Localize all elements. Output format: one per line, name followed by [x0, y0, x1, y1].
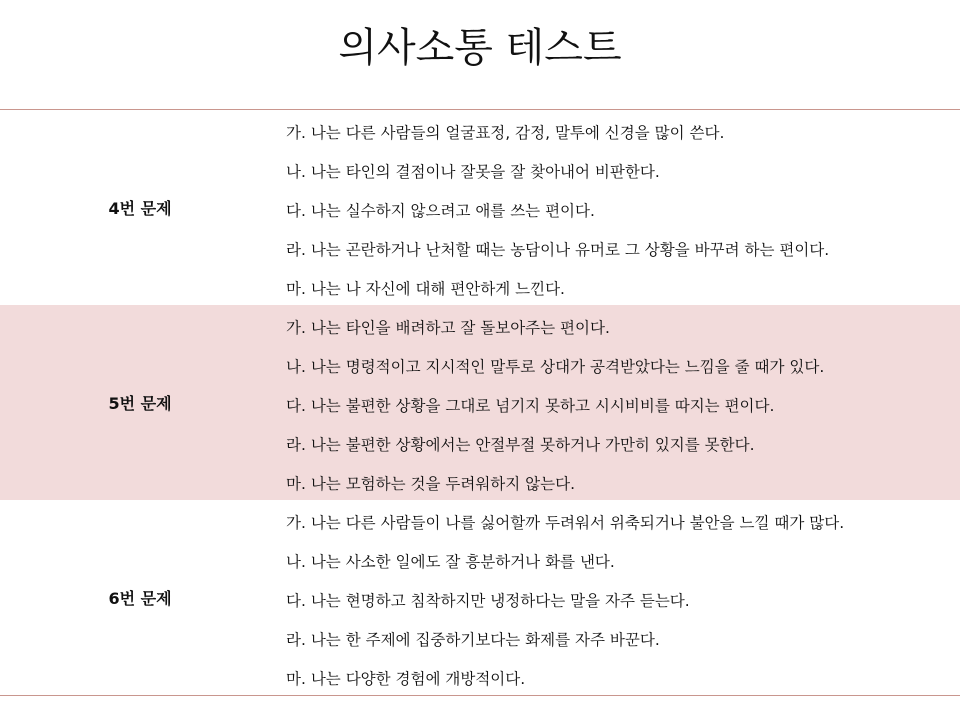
answer-item: 가. 나는 타인을 배려하고 잘 돌보아주는 편이다.	[286, 319, 610, 337]
question-label: 6번 문제	[108, 589, 172, 608]
answer-item: 라. 나는 불편한 상황에서는 안절부절 못하거나 가만히 있지를 못한다.	[286, 436, 755, 454]
answer-item: 라. 나는 곤란하거나 난처할 때는 농담이나 유머로 그 상황을 바꾸려 하는 편이다.	[286, 241, 830, 259]
answer-item: 나. 나는 사소한 일에도 잘 흥분하거나 화를 낸다.	[286, 553, 615, 571]
question-label: 5번 문제	[108, 394, 172, 413]
question-row-6	[0, 500, 960, 696]
question-label: 4번 문제	[108, 199, 172, 218]
question-row-4	[0, 110, 960, 305]
answer-item: 라. 나는 한 주제에 집중하기보다는 화제를 자주 바꾼다.	[286, 631, 660, 649]
answer-item: 다. 나는 실수하지 않으려고 애를 쓰는 편이다.	[286, 202, 595, 220]
question-row-5	[0, 305, 960, 500]
page-title: 의사소통 테스트	[338, 25, 622, 71]
answer-list	[286, 511, 844, 706]
answer-item: 마. 나는 나 자신에 대해 편안하게 느낀다.	[286, 280, 565, 298]
answer-item: 가. 나는 다른 사람들이 나를 싫어할까 두려워서 위축되거나 불안을 느낄 때가 많다.	[286, 514, 845, 532]
answer-item: 다. 나는 불편한 상황을 그대로 넘기지 못하고 시시비비를 따지는 편이다.	[286, 397, 775, 415]
answer-item: 나. 나는 타인의 결점이나 잘못을 잘 찾아내어 비판한다.	[286, 163, 660, 181]
answer-item: 다. 나는 현명하고 침착하지만 냉정하다는 말을 자주 듣는다.	[286, 592, 690, 610]
answer-item: 나. 나는 명령적이고 지시적인 말투로 상대가 공격받았다는 느낌을 줄 때가 있다.	[286, 358, 825, 376]
answer-list	[286, 316, 824, 511]
answer-item: 가. 나는 다른 사람들의 얼굴표정, 감정, 말투에 신경을 많이 쓴다.	[286, 124, 725, 142]
question-table	[0, 109, 960, 696]
answer-item: 마. 나는 모험하는 것을 두려워하지 않는다.	[286, 475, 576, 493]
answer-item: 마. 나는 다양한 경험에 개방적이다.	[286, 670, 526, 688]
answer-list	[286, 121, 829, 316]
